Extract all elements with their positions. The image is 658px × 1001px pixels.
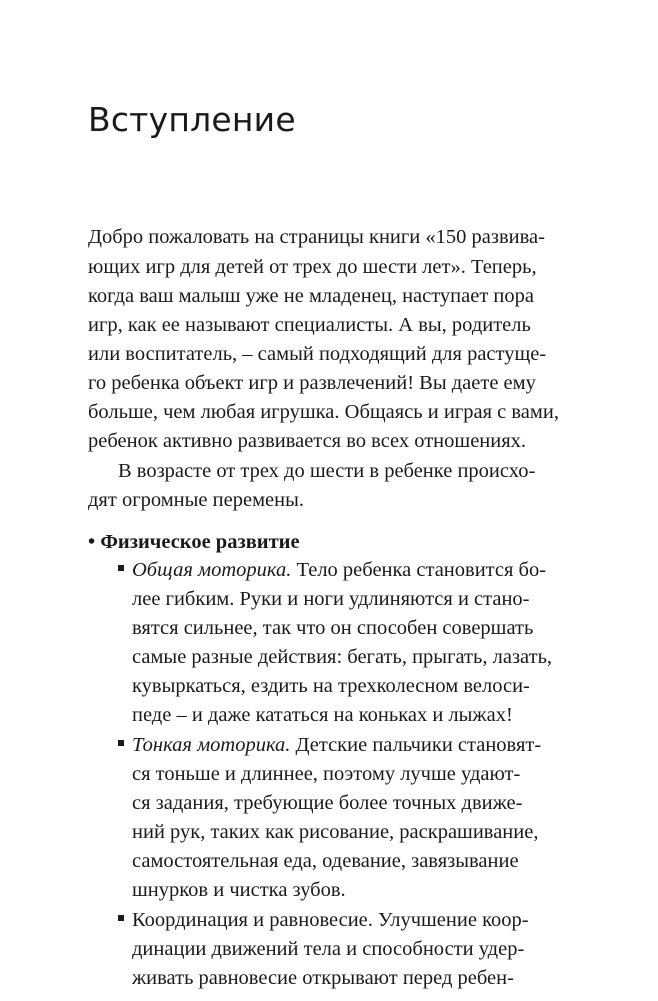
intro-line: игр, как ее называют специалисты. А вы, родитель bbox=[88, 314, 531, 336]
list-item-line: живать равновесие открывают перед ребен- bbox=[132, 967, 514, 989]
list-item-line: лее гибким. Руки и ноги удлиняются и стано- bbox=[132, 588, 530, 610]
list-item-line: ний рук, таких как рисование, раскрашивание, bbox=[132, 821, 539, 843]
paragraph-line: В возрасте от трех до шести в ребенке происхо- bbox=[118, 460, 536, 482]
list-item-line: самостоятельная еда, одевание, завязывание bbox=[132, 850, 519, 872]
list-item-line: ся тоньше и длиннее, поэтому лучше удают- bbox=[132, 763, 521, 785]
list-item-line: шнурков и чистка зубов. bbox=[132, 879, 346, 901]
section-heading-text: Физическое развитие bbox=[100, 531, 300, 553]
square-bullet-icon bbox=[118, 565, 124, 571]
list-item-term: Тонкая моторика. bbox=[132, 734, 291, 756]
paragraph-line: дят огромные перемены. bbox=[88, 489, 305, 511]
intro-line: ребенок активно развивается во всех отношениях. bbox=[88, 430, 527, 452]
list-item-line: ся задания, требующие более точных движе- bbox=[132, 792, 523, 814]
square-bullet-icon bbox=[118, 740, 124, 746]
page-title: Вступление bbox=[88, 100, 296, 139]
intro-line: Добро пожаловать на страницы книги «150 развива- bbox=[88, 226, 545, 248]
intro-line: ющих игр для детей от трех до шести лет». Теперь, bbox=[88, 256, 537, 278]
list-item-line: Координация и равновесие. Улучшение коор- bbox=[132, 909, 529, 931]
list-item-line: кувыркаться, ездить на трехколесном велоси- bbox=[132, 675, 530, 697]
list-item-line: педе – и даже кататься на коньках и лыжах! bbox=[132, 704, 513, 726]
list-item-text: Детские пальчики становят- bbox=[290, 734, 542, 756]
intro-line: больше, чем любая игрушка. Общаясь и играя с вами, bbox=[88, 401, 559, 423]
list-item-line: вятся сильнее, так что он способен совершать bbox=[132, 617, 534, 639]
intro-line: го ребенка объект игр и развлечений! Вы даете ему bbox=[88, 372, 536, 394]
list-item-line bbox=[132, 560, 546, 581]
list-item-text: Тело ребенка становится бо- bbox=[291, 559, 547, 581]
list-item-line: динации движений тела и способности удер- bbox=[132, 938, 525, 960]
intro-line: или воспитатель, – самый подходящий для растуще- bbox=[88, 343, 547, 365]
bullet-icon: • bbox=[88, 531, 96, 553]
intro-line: когда ваш малыш уже не младенец, наступает пора bbox=[88, 285, 534, 307]
list-item-line: самые разные действия: бегать, прыгать, лазать, bbox=[132, 646, 553, 668]
square-bullet-icon bbox=[118, 915, 124, 921]
section-heading bbox=[88, 532, 300, 553]
list-item-term: Общая моторика. bbox=[132, 559, 292, 581]
list-item-line bbox=[132, 735, 541, 756]
